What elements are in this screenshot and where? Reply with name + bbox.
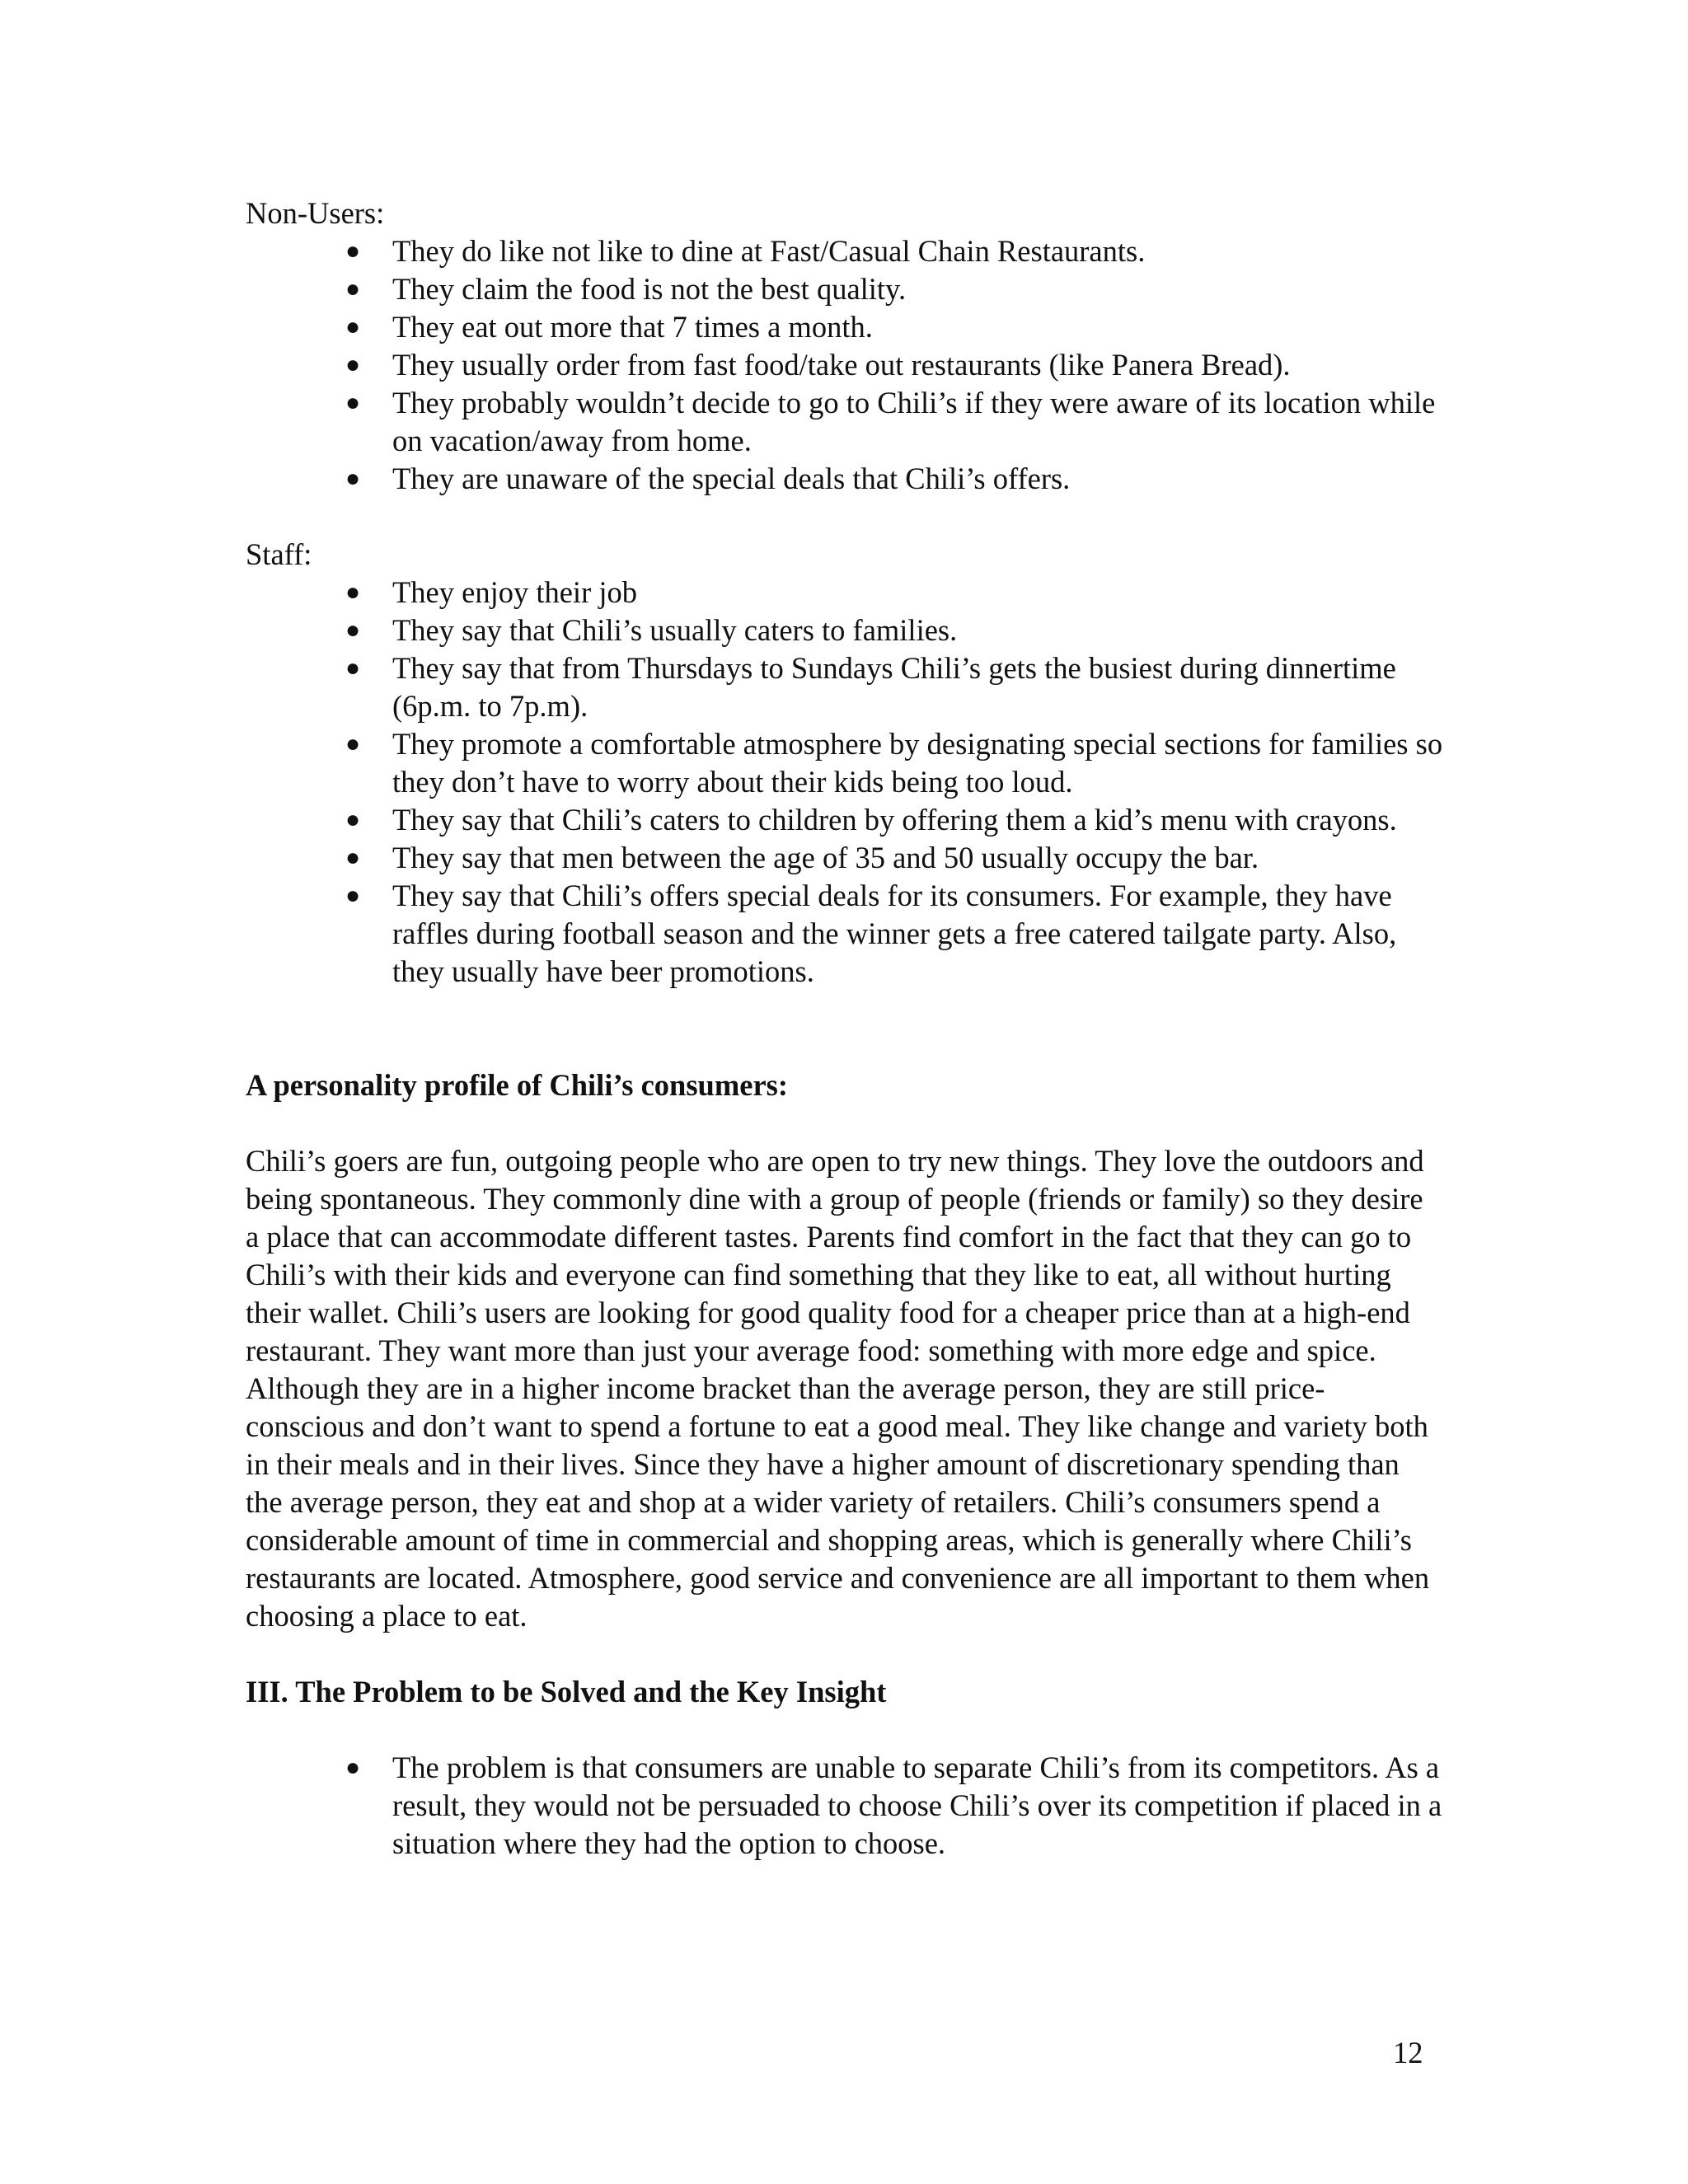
bullet-icon: ● (345, 351, 361, 378)
list-item: ● They say that Chili’s offers special deals for its consumers. For example, they have raffles during football season and the winner gets a free catered tailgate party. Also, they usually have beer promotions. (345, 879, 1397, 988)
bullet-icon: ● (345, 730, 361, 757)
bullet-icon: ● (345, 275, 361, 302)
bullet-icon: ● (345, 616, 361, 644)
non-users-list (246, 232, 1449, 498)
non-users-label: Non-Users: (246, 196, 385, 230)
bullet-icon: ● (345, 389, 361, 416)
list-item: ● They usually order from fast food/take out restaurants (like Panera Bread). (392, 346, 1449, 384)
bullet-icon: ● (345, 654, 361, 682)
bullet-icon: ● (345, 237, 361, 265)
list-item: ● They claim the food is not the best quality. (392, 270, 1449, 308)
list-item: ● They enjoy their job (392, 574, 1449, 612)
bullet-icon: ● (345, 1754, 361, 1781)
bullet-icon: ● (345, 806, 361, 833)
staff-label: Staff: (246, 537, 312, 571)
page-number: 12 (1393, 2036, 1423, 2069)
document-page (246, 194, 1449, 1863)
list-item: ● They do like not like to dine at Fast/Casual Chain Restaurants. (392, 232, 1449, 270)
bullet-icon: ● (345, 882, 361, 909)
staff-list (246, 574, 1449, 991)
list-item: ● They say that from Thursdays to Sundays Chili’s gets the busiest during dinnertime (6p.m. to 7p.m). (345, 651, 1396, 723)
bullet-icon: ● (345, 465, 361, 492)
list-item: ● They say that Chili’s caters to children by offering them a kid’s menu with crayons. (392, 801, 1449, 839)
problem-list (246, 1749, 1449, 1863)
list-item: ● They eat out more that 7 times a month. (392, 308, 1449, 346)
list-item: ● They probably wouldn’t decide to go to Chili’s if they were aware of its location while on vacation/away from home. (345, 386, 1436, 457)
list-item: ● They are unaware of the special deals that Chili’s offers. (392, 460, 1449, 498)
profile-paragraph: Chili’s goers are fun, outgoing people who are open to try new things. They love the outdoors and being spontaneous. They commonly dine with a group of people (friends or family) so they desire a place that can accommodate different tastes. Parents find comfort in the fact that they can go to Chili’s with their kids and everyone can find something that they like to eat, all without hurting their wallet. Chili’s users are looking for good quality food for a cheaper price than at a high-end restaurant. They want more than just your average food: something with more edge and spice. Although they are in a higher income bracket than the average person, they are still price-conscious and don’t want to spend a fortune to eat a good meal. They like change and variety both in their meals and in their lives. Since they have a higher amount of discretionary spending than the average person, they eat and shop at a wider variety of retailers. Chili’s consumers spend a considerable amount of time in commercial and shopping areas, which is generally where Chili’s restaurants are located. Atmosphere, good service and convenience are all important to them when choosing a place to eat. (246, 1144, 1430, 1633)
profile-heading: A personality profile of Chili’s consumers: (246, 1068, 788, 1102)
bullet-icon: ● (345, 579, 361, 606)
list-item: ● They say that men between the age of 35 and 50 usually occupy the bar. (392, 839, 1449, 877)
list-item: ● They say that Chili’s usually caters to families. (392, 612, 1449, 649)
section-heading: III. The Problem to be Solved and the Key Insight (246, 1675, 887, 1708)
bullet-icon: ● (345, 844, 361, 871)
list-item: ● The problem is that consumers are unable to separate Chili’s from its competitors. As a result, they would not be persuaded to choose Chili’s over its competition if placed in a situation where they had the option to choose. (345, 1750, 1442, 1860)
bullet-icon: ● (345, 313, 361, 340)
list-item: ● They promote a comfortable atmosphere by designating special sections for families so they don’t have to worry about their kids being too loud. (345, 727, 1443, 799)
